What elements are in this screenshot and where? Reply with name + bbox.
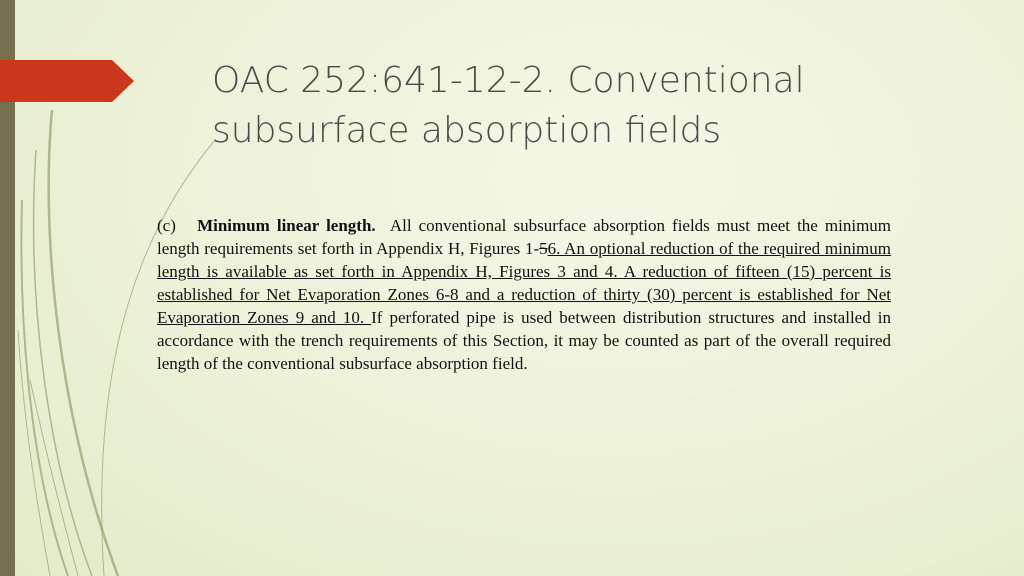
inserted-text: 6. An optional reduction of the required minimum length is available as set forth in Appendix H, Figures 3 and 4. A reduction of fifteen (15) percent is established for Net Evaporation Zones 6-8 and a reduction of thirty (30) percent is established for Net Evaporation Zones 9 and 10.: [157, 239, 892, 327]
struck-text: 5: [539, 239, 548, 258]
title-line-1: OAC 252:641-12-2. Conventional: [212, 60, 805, 101]
title-line-2: subsurface absorption fields: [212, 110, 722, 151]
accent-arrow: [0, 60, 134, 102]
slide-title: [212, 56, 972, 156]
section-text-1: All conventional subsurface absorption fields must meet the minimum length requirements set forth in Appendix H, Figures 1-: [157, 216, 892, 258]
section-heading: Minimum linear length.: [197, 216, 376, 235]
regulation-paragraph: [157, 214, 891, 375]
section-label: (c): [157, 216, 176, 235]
section-text-2: If perforated pipe is used between distribution structures and installed in accordance with the trench requirements of this Section, it may be counted as part of the overall required length of the conventional subsurface absorption field.: [157, 308, 891, 373]
